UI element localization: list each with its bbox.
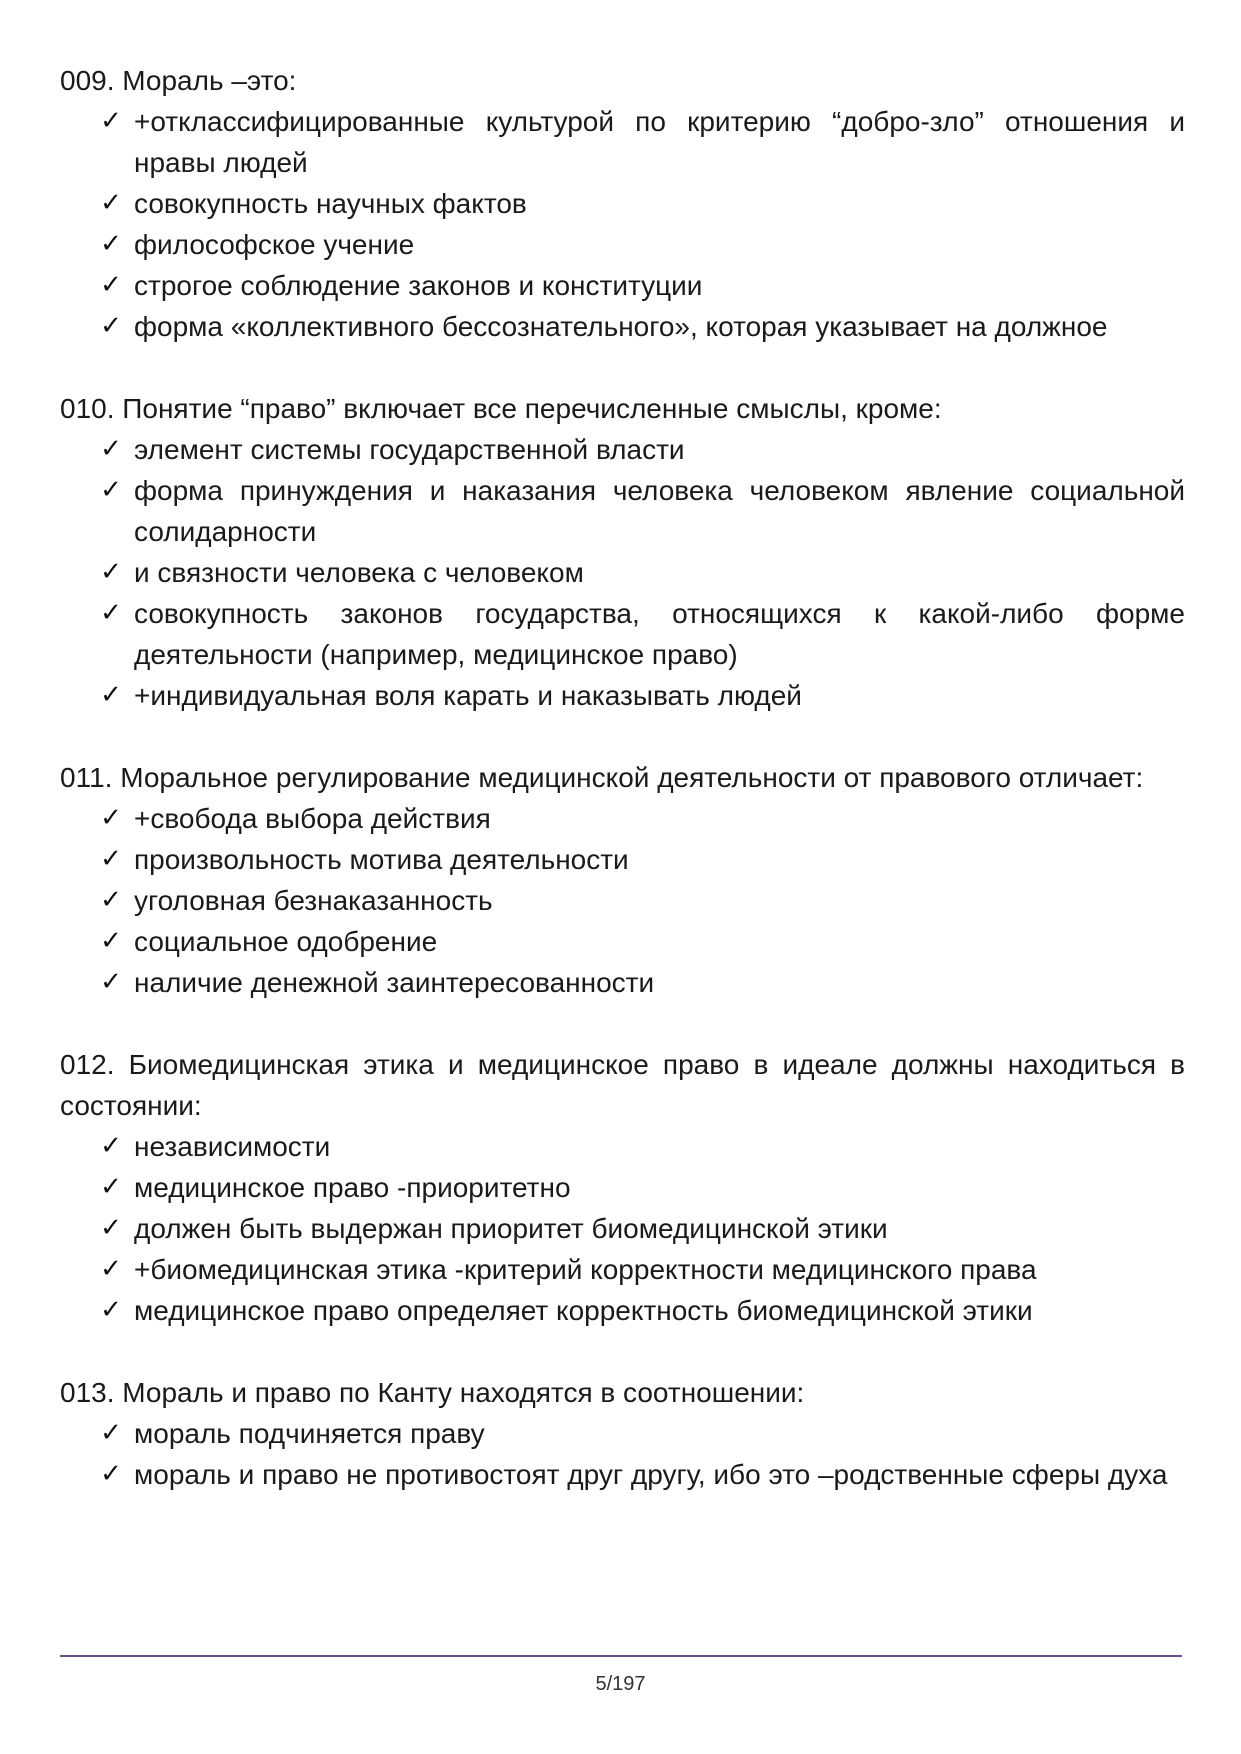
answer-item — [60, 470, 1185, 552]
answer-item — [60, 1454, 1185, 1495]
answer-text: мораль подчиняется праву — [134, 1418, 485, 1449]
answer-item — [60, 1249, 1185, 1290]
checkmark-icon: ✓ — [100, 270, 122, 300]
answer-text: форма принуждения и наказания человека человеком явление социальной солидарности — [134, 475, 1185, 547]
answer-text: +индивидуальная воля карать и наказывать людей — [134, 680, 802, 711]
question-013 — [60, 1372, 1185, 1495]
answer-text: наличие денежной заинтересованности — [134, 967, 655, 998]
checkmark-icon: ✓ — [100, 557, 122, 587]
answer-item — [60, 1413, 1185, 1454]
answer-item — [60, 429, 1185, 470]
answer-text: +биомедицинская этика -критерий корректности медицинского права — [134, 1254, 1037, 1285]
answer-item — [60, 265, 1185, 306]
checkmark-icon: ✓ — [100, 1459, 122, 1489]
page-content — [60, 60, 1185, 1536]
question-text: 011. Моральное регулирование медицинской деятельности от правового отличает: — [60, 762, 1144, 793]
checkmark-icon: ✓ — [100, 598, 122, 628]
answer-item — [60, 1167, 1185, 1208]
checkmark-icon: ✓ — [100, 680, 122, 710]
answer-text: форма «коллективного бессознательного», которая указывает на должное — [134, 311, 1108, 342]
answer-item — [60, 101, 1185, 183]
checkmark-icon: ✓ — [100, 1418, 122, 1448]
checkmark-icon: ✓ — [100, 1295, 122, 1325]
answer-item — [60, 1290, 1185, 1331]
checkmark-icon: ✓ — [100, 844, 122, 874]
answer-text: независимости — [134, 1131, 331, 1162]
answer-text: уголовная безнаказанность — [134, 885, 493, 916]
answer-list — [60, 1413, 1185, 1495]
answer-item — [60, 593, 1185, 675]
answer-item — [60, 880, 1185, 921]
checkmark-icon: ✓ — [100, 926, 122, 956]
checkmark-icon: ✓ — [100, 885, 122, 915]
answer-text: медицинское право определяет корректность биомедицинской этики — [134, 1295, 1033, 1326]
answer-text: философское учение — [134, 229, 415, 260]
answer-text: социальное одобрение — [134, 926, 438, 957]
answer-text: +отклассифицированные культурой по критерию “добро-зло” отношения и нравы людей — [134, 106, 1185, 178]
answer-item — [60, 306, 1185, 347]
answer-item — [60, 1126, 1185, 1167]
footer-divider — [60, 1655, 1182, 1657]
checkmark-icon: ✓ — [100, 1254, 122, 1284]
question-010 — [60, 388, 1185, 716]
page-number: 5/197 — [595, 1673, 646, 1695]
answer-item — [60, 921, 1185, 962]
answer-text: совокупность научных фактов — [134, 188, 527, 219]
answer-item — [60, 552, 1185, 593]
question-text: 010. Понятие “право” включает все перечисленные смыслы, кроме: — [60, 393, 942, 424]
answer-list — [60, 798, 1185, 1003]
answer-list — [60, 1126, 1185, 1331]
question-text: 012. Биомедицинская этика и медицинское право в идеале должны находиться в состоянии: — [60, 1049, 1185, 1121]
answer-list — [60, 101, 1185, 347]
question-text: 013. Мораль и право по Канту находятся в соотношении: — [60, 1377, 805, 1408]
checkmark-icon: ✓ — [100, 311, 122, 341]
answer-item — [60, 1208, 1185, 1249]
checkmark-icon: ✓ — [100, 1172, 122, 1202]
checkmark-icon: ✓ — [100, 803, 122, 833]
answer-text: совокупность законов государства, относящихся к какой-либо форме деятельности (например, медицинское право) — [134, 598, 1185, 670]
checkmark-icon: ✓ — [100, 967, 122, 997]
checkmark-icon: ✓ — [100, 475, 122, 505]
answer-text: должен быть выдержан приоритет биомедицинской этики — [134, 1213, 888, 1244]
checkmark-icon: ✓ — [100, 106, 122, 136]
answer-item — [60, 839, 1185, 880]
checkmark-icon: ✓ — [100, 1213, 122, 1243]
answer-text: и связности человека с человеком — [134, 557, 584, 588]
question-011 — [60, 757, 1185, 1003]
answer-item — [60, 798, 1185, 839]
answer-text: мораль и право не противостоят друг другу, ибо это –родственные сферы духа — [134, 1459, 1168, 1490]
answer-text: элемент системы государственной власти — [134, 434, 685, 465]
answer-item — [60, 224, 1185, 265]
question-009 — [60, 60, 1185, 347]
answer-text: медицинское право -приоритетно — [134, 1172, 571, 1203]
answer-item — [60, 962, 1185, 1003]
checkmark-icon: ✓ — [100, 229, 122, 259]
answer-text: строгое соблюдение законов и конституции — [134, 270, 703, 301]
question-text: 009. Мораль –это: — [60, 65, 297, 96]
answer-item — [60, 675, 1185, 716]
question-012 — [60, 1044, 1185, 1331]
answer-item — [60, 183, 1185, 224]
checkmark-icon: ✓ — [100, 434, 122, 464]
checkmark-icon: ✓ — [100, 188, 122, 218]
answer-text: произвольность мотива деятельности — [134, 844, 629, 875]
answer-text: +свобода выбора действия — [134, 803, 491, 834]
answer-list — [60, 429, 1185, 716]
checkmark-icon: ✓ — [100, 1131, 122, 1161]
